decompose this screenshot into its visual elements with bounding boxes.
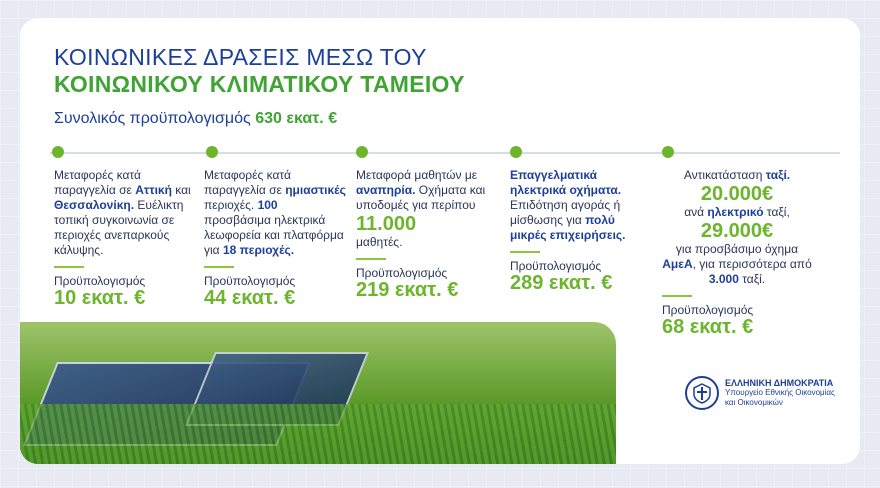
text-part: Μεταφορές κατά παραγγελία σε [204,168,291,197]
text-highlight: 18 περιοχές. [222,243,295,257]
text-part: προσβάσιμα ηλεκτρικά λεωφορεία και πλατφόρμα για [204,213,344,257]
text-highlight: Θεσσαλονίκη. [54,198,135,212]
measure-column-2 [204,168,346,309]
separator [204,266,234,268]
measure-column-5 [662,168,812,338]
logo-line-1: ΕΛΛΗΝΙΚΗ ΔΗΜΟΚΡΑΤΙΑ [725,378,834,388]
text-highlight: 100 [257,198,278,212]
title-line-1: ΚΟΙΝΩΝΙΚΕΣ ΔΡΑΣΕΙΣ ΜΕΣΩ ΤΟΥ [54,44,427,70]
budget-amount: 219 εκατ. € [356,279,459,301]
timeline-dot [662,146,674,158]
separator [54,266,84,268]
text-highlight: 3.000 [708,272,739,286]
total-budget-amount: 630 εκατ. € [255,110,338,127]
page-title [54,46,465,96]
budget-label: Προϋπολογισμός [662,303,754,317]
text-highlight: ημιαστικές [285,183,346,197]
logo-text [725,378,835,408]
title-line-2: ΚΟΙΝΩΝΙΚΟΥ ΚΛΙΜΑΤΙΚΟΥ ΤΑΜΕΙΟΥ [54,71,465,97]
text-part: Μεταφορές κατά παραγγελία σε [54,168,141,197]
text-part: ανά [684,205,708,219]
budget-amount: 68 εκατ. € [662,316,754,338]
budget-amount: 289 εκατ. € [510,272,613,294]
text-part: περιοχές. [204,198,258,212]
measure-column-1 [54,168,194,309]
text-highlight: ΑμεΑ [662,257,693,271]
budget-amount: 44 εκατ. € [204,287,296,309]
text-part: ταξί. [738,272,766,286]
timeline-dot [206,146,218,158]
text-part: Ευέλικτη τοπική συγκοινωνία σε περιοχές ανεπαρκούς κάλυψης. [54,198,184,257]
text-part: μαθητές. [356,235,403,249]
measure-description [204,168,346,258]
infographic-card [20,18,860,464]
text-highlight: ταξί. [765,168,791,182]
separator [510,251,540,253]
text-highlight: πολύ μικρές επιχειρήσεις. [510,213,626,242]
budget-block [662,295,812,338]
separator [662,295,692,297]
text-part: για προσβάσιμο όχημα [675,242,799,256]
budget-label: Προϋπολογισμός [54,274,146,288]
text-part: Αντικατάσταση [683,168,766,182]
logo-line-3: και Οικονομικών [725,398,783,407]
measure-description [54,168,194,258]
measure-description [662,168,812,287]
greek-emblem-icon [685,376,719,410]
solar-panel-photo [20,322,616,464]
timeline-dot [356,146,368,158]
highlight-number: 11.000 [356,213,417,235]
budget-label: Προϋπολογισμός [510,259,602,273]
text-part: Επιδότηση αγοράς ή μίσθωσης για [510,198,621,227]
budget-label: Προϋπολογισμός [356,266,448,280]
ministry-logo [685,376,835,410]
text-part: Οχήματα και υποδομές για περίπου [356,183,486,212]
total-budget-label: Συνολικός προϋπολογισμός [54,110,256,127]
text-highlight: ηλεκτρικό [707,205,764,219]
text-part: Μεταφορά μαθητών με [356,168,478,182]
measure-description [356,168,496,250]
logo-line-2: Υπουργείο Εθνικής Οικονομίας [725,388,835,397]
text-part: ταξί, [763,205,790,219]
timeline-dot [52,146,64,158]
highlight-number: 29.000€ [700,220,774,242]
grass [20,404,616,464]
budget-amount: 10 εκατ. € [54,287,146,309]
text-highlight: αναπηρία. [356,183,416,197]
measure-column-4 [510,168,650,294]
timeline-dot [510,146,522,158]
text-highlight: Επαγγελματικά ηλεκτρικά οχήματα. [510,168,622,197]
measure-description [510,168,650,243]
separator [356,258,386,260]
text-part: , για περισσότερα από [692,257,812,271]
text-highlight: Αττική [135,183,172,197]
text-part: και [171,183,191,197]
measure-column-3 [356,168,496,301]
budget-label: Προϋπολογισμός [204,274,296,288]
highlight-number: 20.000€ [700,183,774,205]
total-budget [54,110,337,128]
timeline-line [50,152,840,154]
